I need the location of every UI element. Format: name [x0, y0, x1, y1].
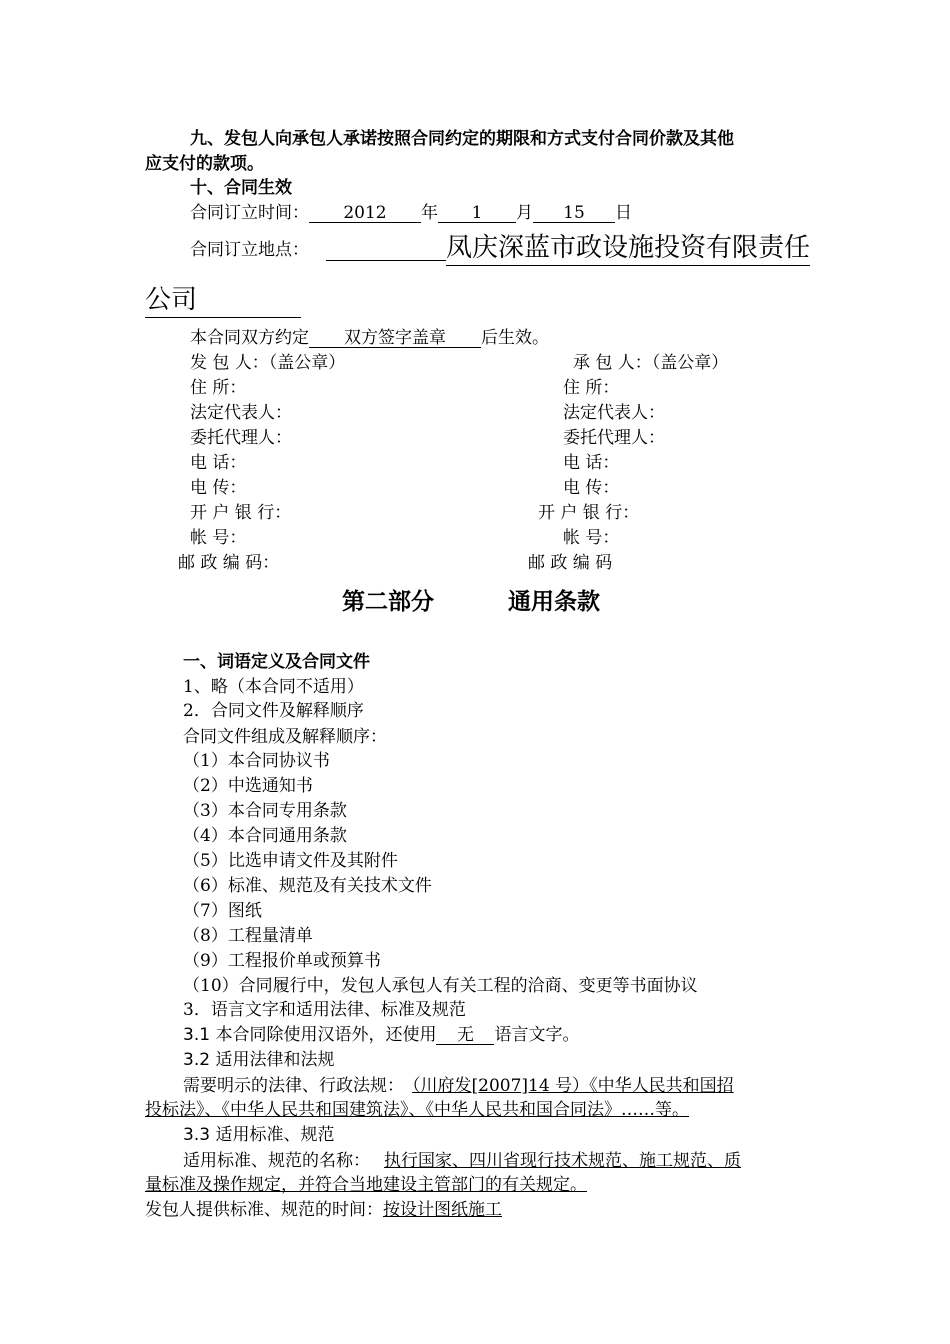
item-3-3-number: 3.3	[183, 1125, 211, 1145]
list-item: （6）标准、规范及有关技术文件	[183, 876, 432, 896]
standards-value-1: 执行国家、四川省现行技术规范、施工规范、质	[384, 1151, 741, 1171]
list-item: （3）本合同专用条款	[183, 801, 347, 821]
contractor-field: 委托代理人：	[563, 428, 665, 448]
effective-suffix: 后生效。	[481, 328, 549, 348]
sign-place-value-1: 凤庆深蓝市政设施投资有限责任	[446, 231, 810, 266]
employer-field: 电 话：	[190, 453, 247, 473]
laws-label: 需要明示的法律、行政法规：	[183, 1076, 404, 1096]
employer-field: 委托代理人：	[190, 428, 292, 448]
item-2-heading: 2．合同文件及解释顺序	[183, 701, 364, 721]
employer-field: 发 包 人：（盖公章）	[190, 353, 346, 373]
contractor-field: 帐 号：	[563, 528, 620, 548]
sign-place-value-2-row	[145, 283, 301, 318]
contractor-field: 电 话：	[563, 453, 620, 473]
year-label: 年	[421, 203, 438, 223]
employer-field: 法定代表人：	[190, 403, 292, 423]
month-label: 月	[516, 203, 533, 223]
list-item: （8）工程量清单	[183, 926, 313, 946]
standards-label: 适用标准、规范的名称：	[183, 1151, 370, 1171]
effective-row	[190, 327, 549, 349]
employer-field: 帐 号：	[190, 528, 247, 548]
list-item: （4）本合同通用条款	[183, 826, 347, 846]
laws-value-1: （川府发[2007]14 号）《中华人民共和国招	[412, 1076, 734, 1096]
provide-time-row	[145, 1199, 502, 1221]
contractor-field: 邮 政 编 码	[528, 553, 613, 573]
contractor-field: 承 包 人：（盖公章）	[573, 353, 729, 373]
item-3-1-value: 无	[436, 1024, 494, 1045]
effective-value: 双方签字盖章	[309, 327, 481, 348]
day-value: 15	[533, 202, 615, 223]
laws-value-2: 投标法》、《中华人民共和国建筑法》、《中华人民共和国合同法》……等。	[145, 1100, 689, 1120]
sign-time-row	[190, 202, 632, 224]
employer-field: 电 传：	[190, 478, 247, 498]
item-3-2-number: 3.2	[183, 1050, 211, 1070]
contractor-field: 开 户 银 行：	[538, 503, 640, 523]
item-3-3-title: 适用标准、规范	[215, 1125, 335, 1145]
clause-9-line-1: 九、发包人向承包人承诺按照合同约定的期限和方式支付合同价款及其他	[190, 129, 734, 149]
contractor-field: 电 传：	[563, 478, 620, 498]
item-1: 1、略（本合同不适用）	[183, 677, 364, 697]
provide-time-label: 发包人提供标准、规范的时间：	[145, 1200, 383, 1220]
list-item: （10）合同履行中，发包人承包人有关工程的洽商、变更等书面协议	[183, 976, 698, 996]
part-2-title-left: 第二部分	[342, 589, 434, 615]
employer-field: 住 所：	[190, 378, 247, 398]
item-3-2-title: 适用法律和法规	[215, 1050, 335, 1070]
part-2-title-right: 通用条款	[508, 589, 600, 615]
standards-row	[183, 1150, 741, 1172]
standards-value-2: 量标准及操作规定，并符合当地建设主管部门的有关规定。	[145, 1175, 587, 1195]
sign-time-label: 合同订立时间：	[190, 203, 309, 223]
section-1-heading: 一、词语定义及合同文件	[183, 652, 370, 672]
item-3-1-row	[183, 1024, 579, 1046]
day-label: 日	[615, 203, 632, 223]
month-value: 1	[438, 202, 516, 223]
contractor-field: 住 所：	[563, 378, 620, 398]
effective-prefix: 本合同双方约定	[190, 328, 309, 348]
list-item: （1）本合同协议书	[183, 751, 330, 771]
item-3-1-number: 3.1	[183, 1025, 211, 1045]
item-3-1-prefix: 本合同除使用汉语外，还使用	[215, 1025, 437, 1045]
item-3-2-row	[183, 1049, 334, 1071]
year-value: 2012	[309, 202, 421, 223]
item-3-heading: 3．语言文字和适用法律、标准及规范	[183, 1000, 466, 1020]
laws-row	[183, 1075, 734, 1097]
contractor-field: 法定代表人：	[563, 403, 665, 423]
list-item: （7）图纸	[183, 901, 262, 921]
list-item: （9）工程报价单或预算书	[183, 951, 381, 971]
sign-place-leader-line	[326, 260, 446, 261]
sign-place-label: 合同订立地点：	[190, 240, 309, 260]
clause-10-heading: 十、合同生效	[190, 178, 292, 198]
list-item: （2）中选通知书	[183, 776, 313, 796]
sign-place-value-2: 公司	[145, 283, 301, 318]
item-2-intro: 合同文件组成及解释顺序：	[183, 727, 387, 747]
clause-9-line-2: 应支付的款项。	[145, 154, 264, 174]
item-3-3-row	[183, 1124, 334, 1146]
employer-field: 开 户 银 行：	[190, 503, 292, 523]
list-item: （5）比选申请文件及其附件	[183, 851, 398, 871]
item-3-1-suffix: 语言文字。	[494, 1025, 580, 1045]
provide-time-value: 按设计图纸施工	[383, 1200, 502, 1220]
employer-field: 邮 政 编 码：	[178, 553, 280, 573]
